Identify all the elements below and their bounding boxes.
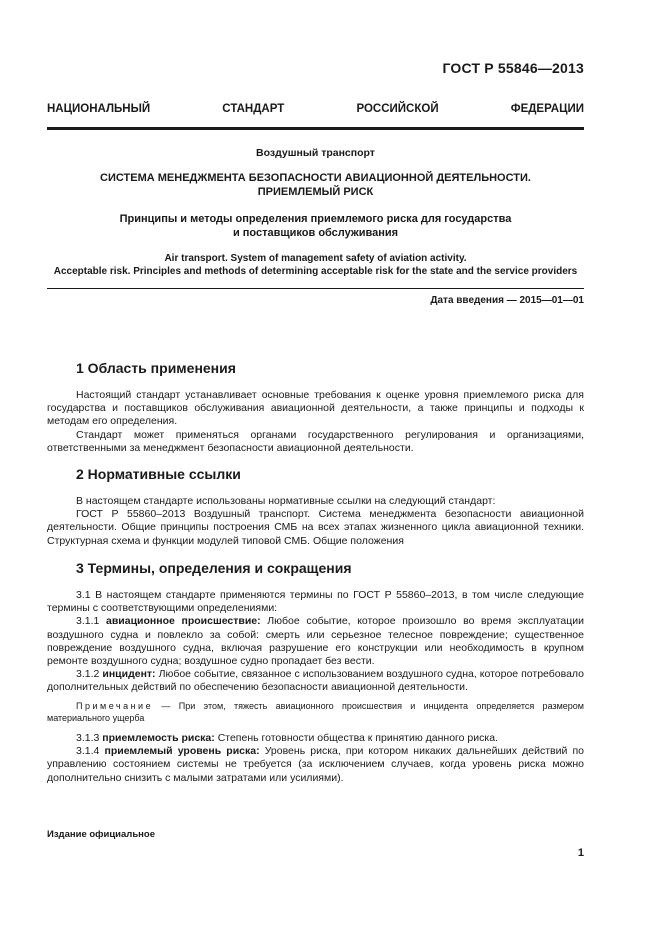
term-number: 3.1.1 xyxy=(76,615,100,628)
main-title-line: ПРИЕМЛЕМЫЙ РИСК xyxy=(257,186,374,198)
term-3-1-3 xyxy=(47,732,584,745)
section-3-body-continued xyxy=(47,732,584,785)
paragraph: ГОСТ Р 55860–2013 Воздушный транспорт. Система менеджмента безопасности авиационной деятельности. Общие принципы построения СМБ на всех этапах жизненного цикла авиационной техники. Структурная схема и функции модулей типовой СМБ. Общие положения xyxy=(47,508,584,547)
term-name: авиационное происшествие: xyxy=(106,615,261,628)
term-3-1-1 xyxy=(47,615,584,668)
subtitle-line: и поставщиков обслуживания xyxy=(232,227,399,239)
title-divider xyxy=(47,288,584,289)
subtitle xyxy=(47,212,584,240)
paragraph: Настоящий стандарт устанавливает основные требования к оценке уровня приемлемого риска для государства и поставщиков обслуживания авиационной деятельности, а также принципы и подходы к методам его определения. xyxy=(47,389,584,428)
document-code: ГОСТ Р 55846—2013 xyxy=(442,60,584,76)
main-title xyxy=(47,171,584,199)
term-3-1-4 xyxy=(47,745,584,785)
term-name: приемлемость риска: xyxy=(102,732,215,744)
section-1-body xyxy=(47,389,584,455)
term-number: 3.1.2 xyxy=(76,668,100,681)
paragraph: Стандарт может применяться органами государственного регулирования и организациями, ответственными за менеджмент безопасности авиационной деятельности. xyxy=(47,428,584,454)
section-1-heading: 1 Область применения xyxy=(76,360,236,376)
note-block xyxy=(47,700,584,724)
section-3-body xyxy=(47,589,584,695)
introduction-date: Дата введения — 2015—01—01 xyxy=(430,295,584,306)
term-number: 3.1.4 xyxy=(76,745,100,758)
term-name: инцидент: xyxy=(102,668,156,681)
term-number: 3.1.3 xyxy=(76,732,100,744)
term-3-1-2 xyxy=(47,668,584,694)
header-divider xyxy=(47,127,584,130)
english-title-line: Air transport. System of management safety of aviation activity. xyxy=(164,253,467,264)
national-standard-banner: НАЦИОНАЛЬНЫЙ СТАНДАРТ РОССИЙСКОЙ ФЕДЕРАЦИИ xyxy=(47,103,584,115)
note-label: Примечание xyxy=(76,701,154,711)
section-2-body xyxy=(47,495,584,548)
term-definition: Степень готовности общества к принятию данного риска. xyxy=(217,732,498,744)
term-definition: Любое событие, связанное с использованием воздушного судна, которое потребовало дополнительных действий по обеспечению безопасности авиационной деятельности. xyxy=(47,668,585,694)
english-title xyxy=(47,252,584,278)
subtitle-line: Принципы и методы определения приемлемого риска для государства xyxy=(119,213,512,225)
note-text: — При этом, тяжесть авиационного происшествия и инцидента определяется размером материального ущерба xyxy=(47,701,584,723)
official-edition-label: Издание официальное xyxy=(47,829,155,840)
section-3-heading: 3 Термины, определения и сокращения xyxy=(76,560,352,576)
english-title-line: Acceptable risk. Principles and methods of determining acceptable risk for the state and the service providers xyxy=(53,266,578,277)
category-title: Воздушный транспорт xyxy=(256,147,375,159)
term-definition: Уровень риска, при котором никаких дальнейших действий по управлению состоянием системы не требуется (за исключением случаев, когда уровень риска можно дополнительно снизить с малыми затратами или усилиями). xyxy=(47,745,585,784)
term-definition: Любое событие, которое произошло во время эксплуатации воздушного судна и повлекло за собой: смерть или серьезное телесное повреждение; существенное повреждение воздушного судна, включая разрушение его конструкции или необходимость в крупном ремонте воздушного судна; воздушное судно пропадает без вести. xyxy=(47,615,584,668)
term-name: приемлемый уровень риска: xyxy=(104,745,260,758)
paragraph: В настоящем стандарте использованы нормативные ссылки на следующий стандарт: xyxy=(76,495,496,507)
main-title-line: СИСТЕМА МЕНЕДЖМЕНТА БЕЗОПАСНОСТИ АВИАЦИОННОЙ ДЕЯТЕЛЬНОСТИ. xyxy=(100,172,531,184)
paragraph: 3.1 В настоящем стандарте применяются термины по ГОСТ Р 55860–2013, в том числе следующие термины с соответствующими определениями: xyxy=(47,589,584,615)
section-2-heading: 2 Нормативные ссылки xyxy=(76,466,241,482)
page-number: 1 xyxy=(577,847,584,859)
